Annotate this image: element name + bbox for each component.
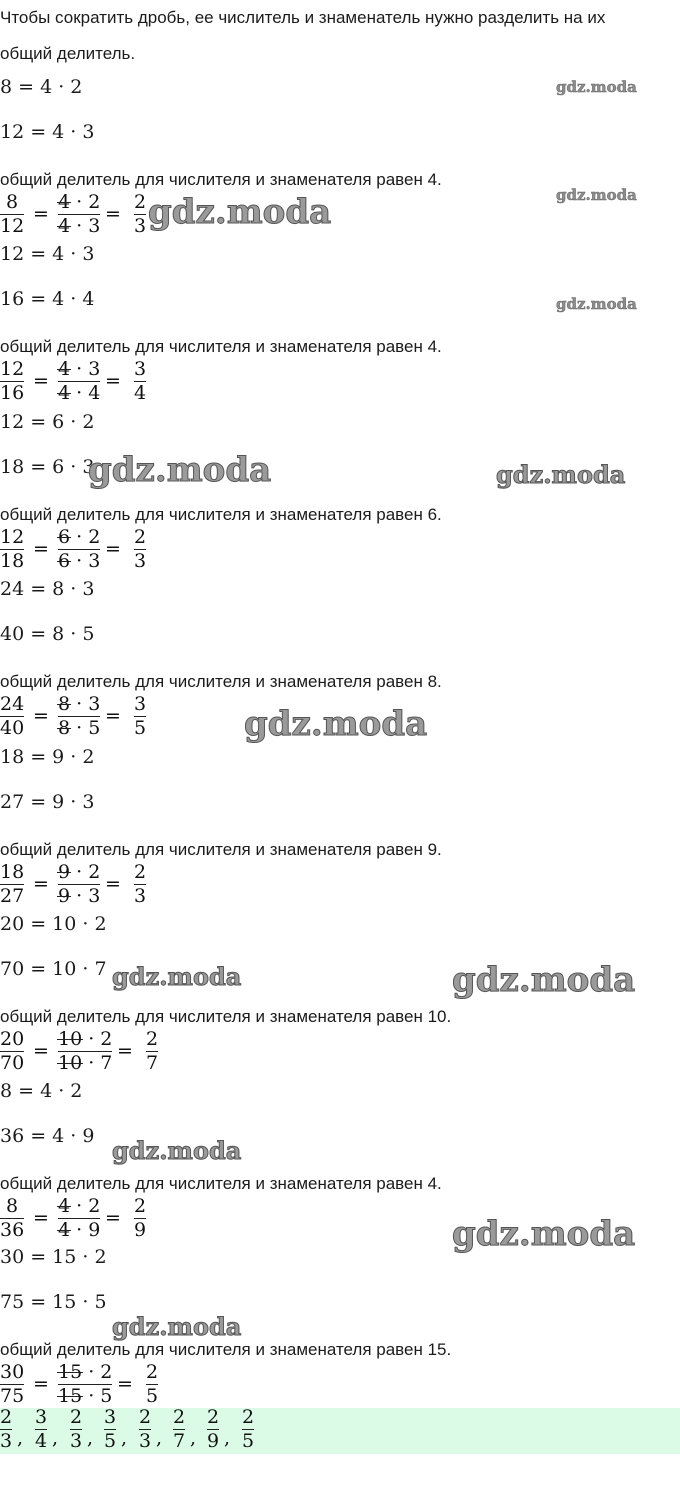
intro-line-1: Чтобы сократить дробь, ее числитель и знаменатель нужно разделить на их bbox=[0, 8, 606, 27]
comma: , bbox=[156, 1427, 163, 1449]
reduced-fraction bbox=[134, 694, 146, 739]
watermark-logo: gdz.moda bbox=[556, 295, 637, 313]
intro-line-2: общий делитель. bbox=[0, 44, 136, 63]
denominator: 3 bbox=[70, 1430, 83, 1452]
answer-fraction bbox=[104, 1407, 116, 1452]
answer-fraction bbox=[207, 1407, 219, 1452]
denominator: 10 · 7 bbox=[58, 1052, 113, 1074]
equation-denominator: 12 = 4 · 3 bbox=[0, 121, 95, 143]
denominator: 40 bbox=[0, 717, 25, 739]
watermark-logo: gdz.moda bbox=[496, 460, 626, 489]
equation-denominator: 18 = 6 · 3 bbox=[0, 456, 95, 478]
denominator: 15 · 5 bbox=[58, 1385, 113, 1407]
comma: , bbox=[190, 1427, 197, 1449]
equals-sign: = bbox=[33, 705, 49, 727]
common-divisor-text: общий делитель для числителя и знаменателя равен 4. bbox=[0, 1174, 442, 1193]
denominator: 5 bbox=[146, 1385, 159, 1407]
watermark-logo: gdz.moda bbox=[112, 1312, 242, 1341]
factored-fraction bbox=[58, 694, 100, 739]
numerator: 3 bbox=[104, 1406, 117, 1428]
denominator: 4 bbox=[134, 382, 147, 404]
comma: , bbox=[17, 1427, 24, 1449]
watermark-logo: gdz.moda bbox=[112, 962, 242, 991]
cancelled-factor: 15 bbox=[58, 1361, 83, 1383]
numerator: 9 · 2 bbox=[58, 861, 101, 883]
denominator: 4 · 4 bbox=[58, 382, 101, 404]
equation-numerator: 30 = 15 · 2 bbox=[0, 1246, 107, 1268]
factored-fraction bbox=[58, 359, 100, 404]
reduced-fraction bbox=[134, 527, 146, 572]
equation-numerator: 24 = 8 · 3 bbox=[0, 578, 95, 600]
equals-sign: = bbox=[105, 1207, 121, 1229]
cancelled-factor: 4 bbox=[58, 1219, 71, 1241]
numerator: 2 bbox=[134, 526, 147, 548]
denominator: 70 bbox=[0, 1052, 25, 1074]
original-fraction bbox=[0, 1196, 24, 1241]
equation-denominator: 40 = 8 · 5 bbox=[0, 623, 95, 645]
comma: , bbox=[87, 1427, 94, 1449]
equals-sign: = bbox=[105, 705, 121, 727]
watermark-logo: gdz.moda bbox=[556, 186, 637, 204]
factored-fraction bbox=[58, 1196, 100, 1241]
cancelled-factor: 10 bbox=[58, 1052, 83, 1074]
factored-fraction bbox=[58, 1362, 112, 1407]
denominator: 3 bbox=[134, 215, 147, 237]
denominator: 12 bbox=[0, 215, 25, 237]
numerator: 20 bbox=[0, 1028, 25, 1050]
numerator: 2 bbox=[70, 1406, 83, 1428]
cancelled-factor: 4 bbox=[58, 382, 71, 404]
numerator: 2 bbox=[173, 1406, 186, 1428]
denominator: 18 bbox=[0, 550, 25, 572]
cancelled-factor: 8 bbox=[58, 717, 71, 739]
original-fraction bbox=[0, 359, 24, 404]
watermark-logo: gdz.moda bbox=[244, 704, 428, 744]
equals-sign: = bbox=[117, 1040, 133, 1062]
original-fraction bbox=[0, 694, 24, 739]
numerator: 2 bbox=[134, 861, 147, 883]
reduced-fraction bbox=[134, 359, 146, 404]
cancelled-factor: 15 bbox=[58, 1385, 83, 1407]
denominator: 3 bbox=[139, 1430, 152, 1452]
answer-fraction bbox=[173, 1407, 185, 1452]
equals-sign: = bbox=[33, 370, 49, 392]
equation-denominator: 16 = 4 · 4 bbox=[0, 288, 95, 310]
denominator: 3 bbox=[134, 885, 147, 907]
denominator: 9 bbox=[134, 1219, 147, 1241]
equals-sign: = bbox=[33, 1207, 49, 1229]
reduced-fraction bbox=[134, 862, 146, 907]
answer-band bbox=[0, 1408, 680, 1454]
denominator: 4 bbox=[35, 1430, 48, 1452]
numerator: 2 bbox=[139, 1406, 152, 1428]
reduced-fraction bbox=[146, 1029, 158, 1074]
numerator: 2 bbox=[146, 1361, 159, 1383]
factored-fraction bbox=[58, 527, 100, 572]
factored-fraction bbox=[58, 192, 100, 237]
numerator: 3 bbox=[134, 358, 147, 380]
equals-sign: = bbox=[105, 873, 121, 895]
watermark-logo: gdz.moda bbox=[88, 450, 272, 490]
common-divisor-text: общий делитель для числителя и знаменателя равен 4. bbox=[0, 337, 442, 356]
watermark-logo: gdz.moda bbox=[112, 1136, 242, 1165]
denominator: 27 bbox=[0, 885, 25, 907]
denominator: 3 bbox=[134, 550, 147, 572]
cancelled-factor: 4 bbox=[58, 358, 71, 380]
numerator: 4 · 2 bbox=[58, 191, 101, 213]
cancelled-factor: 4 bbox=[58, 191, 71, 213]
numerator: 8 bbox=[6, 191, 19, 213]
equals-sign: = bbox=[105, 370, 121, 392]
numerator: 15 · 2 bbox=[58, 1361, 113, 1383]
answer-fraction bbox=[242, 1407, 254, 1452]
equation-denominator: 36 = 4 · 9 bbox=[0, 1125, 95, 1147]
denominator: 3 bbox=[0, 1430, 13, 1452]
factored-fraction bbox=[58, 862, 100, 907]
equation-numerator: 20 = 10 · 2 bbox=[0, 913, 107, 935]
original-fraction bbox=[0, 1029, 24, 1074]
common-divisor-text: общий делитель для числителя и знаменателя равен 6. bbox=[0, 505, 442, 524]
comma: , bbox=[224, 1427, 231, 1449]
denominator: 16 bbox=[0, 382, 25, 404]
denominator: 5 bbox=[242, 1430, 255, 1452]
numerator: 6 · 2 bbox=[58, 526, 101, 548]
denominator: 9 · 3 bbox=[58, 885, 101, 907]
equals-sign: = bbox=[33, 538, 49, 560]
answer-fraction bbox=[70, 1407, 82, 1452]
denominator: 6 · 3 bbox=[58, 550, 101, 572]
reduced-fraction bbox=[134, 192, 146, 237]
denominator: 75 bbox=[0, 1385, 25, 1407]
numerator: 2 bbox=[146, 1028, 159, 1050]
numerator: 4 · 3 bbox=[58, 358, 101, 380]
equals-sign: = bbox=[33, 1373, 49, 1395]
denominator: 9 bbox=[207, 1430, 220, 1452]
original-fraction bbox=[0, 1362, 24, 1407]
denominator: 7 bbox=[173, 1430, 186, 1452]
numerator: 12 bbox=[0, 526, 25, 548]
cancelled-factor: 4 bbox=[58, 1195, 71, 1217]
numerator: 2 bbox=[0, 1406, 13, 1428]
original-fraction bbox=[0, 192, 24, 237]
cancelled-factor: 10 bbox=[58, 1028, 83, 1050]
answer-fraction bbox=[139, 1407, 151, 1452]
equation-numerator: 18 = 9 · 2 bbox=[0, 746, 95, 768]
denominator: 7 bbox=[146, 1052, 159, 1074]
cancelled-factor: 8 bbox=[58, 693, 71, 715]
equation-numerator: 8 = 4 · 2 bbox=[0, 1080, 83, 1102]
equals-sign: = bbox=[105, 203, 121, 225]
denominator: 5 bbox=[134, 717, 147, 739]
numerator: 2 bbox=[242, 1406, 255, 1428]
answer-fraction bbox=[35, 1407, 47, 1452]
equals-sign: = bbox=[33, 1040, 49, 1062]
numerator: 8 · 3 bbox=[58, 693, 101, 715]
equals-sign: = bbox=[33, 873, 49, 895]
numerator: 24 bbox=[0, 693, 25, 715]
original-fraction bbox=[0, 527, 24, 572]
cancelled-factor: 9 bbox=[58, 885, 71, 907]
cancelled-factor: 6 bbox=[58, 550, 71, 572]
watermark-logo: gdz.moda bbox=[452, 960, 636, 1000]
equation-numerator: 12 = 4 · 3 bbox=[0, 243, 95, 265]
numerator: 10 · 2 bbox=[58, 1028, 113, 1050]
answer-fraction bbox=[0, 1407, 12, 1452]
denominator: 4 · 9 bbox=[58, 1219, 101, 1241]
numerator: 18 bbox=[0, 861, 25, 883]
numerator: 2 bbox=[134, 191, 147, 213]
numerator: 8 bbox=[6, 1195, 19, 1217]
common-divisor-text: общий делитель для числителя и знаменателя равен 15. bbox=[0, 1340, 452, 1359]
numerator: 3 bbox=[35, 1406, 48, 1428]
cancelled-factor: 4 bbox=[58, 215, 71, 237]
watermark-logo: gdz.moda bbox=[148, 192, 332, 232]
cancelled-factor: 6 bbox=[58, 526, 71, 548]
numerator: 2 bbox=[207, 1406, 220, 1428]
equals-sign: = bbox=[117, 1373, 133, 1395]
reduced-fraction bbox=[134, 1196, 146, 1241]
original-fraction bbox=[0, 862, 24, 907]
equation-numerator: 8 = 4 · 2 bbox=[0, 76, 83, 98]
numerator: 4 · 2 bbox=[58, 1195, 101, 1217]
numerator: 3 bbox=[134, 693, 147, 715]
reduced-fraction bbox=[146, 1362, 158, 1407]
cancelled-factor: 9 bbox=[58, 861, 71, 883]
comma: , bbox=[52, 1427, 59, 1449]
common-divisor-text: общий делитель для числителя и знаменателя равен 8. bbox=[0, 672, 442, 691]
equation-denominator: 70 = 10 · 7 bbox=[0, 958, 107, 980]
factored-fraction bbox=[58, 1029, 112, 1074]
equals-sign: = bbox=[105, 538, 121, 560]
numerator: 30 bbox=[0, 1361, 25, 1383]
equation-numerator: 12 = 6 · 2 bbox=[0, 411, 95, 433]
equals-sign: = bbox=[33, 203, 49, 225]
numerator: 12 bbox=[0, 358, 25, 380]
equation-denominator: 75 = 15 · 5 bbox=[0, 1291, 107, 1313]
denominator: 5 bbox=[104, 1430, 117, 1452]
numerator: 2 bbox=[134, 1195, 147, 1217]
common-divisor-text: общий делитель для числителя и знаменателя равен 4. bbox=[0, 170, 442, 189]
denominator: 36 bbox=[0, 1219, 25, 1241]
watermark-logo: gdz.moda bbox=[556, 78, 637, 96]
common-divisor-text: общий делитель для числителя и знаменателя равен 9. bbox=[0, 840, 442, 859]
denominator: 8 · 5 bbox=[58, 717, 101, 739]
denominator: 4 · 3 bbox=[58, 215, 101, 237]
comma: , bbox=[121, 1427, 128, 1449]
common-divisor-text: общий делитель для числителя и знаменателя равен 10. bbox=[0, 1007, 452, 1026]
equation-denominator: 27 = 9 · 3 bbox=[0, 791, 95, 813]
watermark-logo: gdz.moda bbox=[452, 1214, 636, 1254]
